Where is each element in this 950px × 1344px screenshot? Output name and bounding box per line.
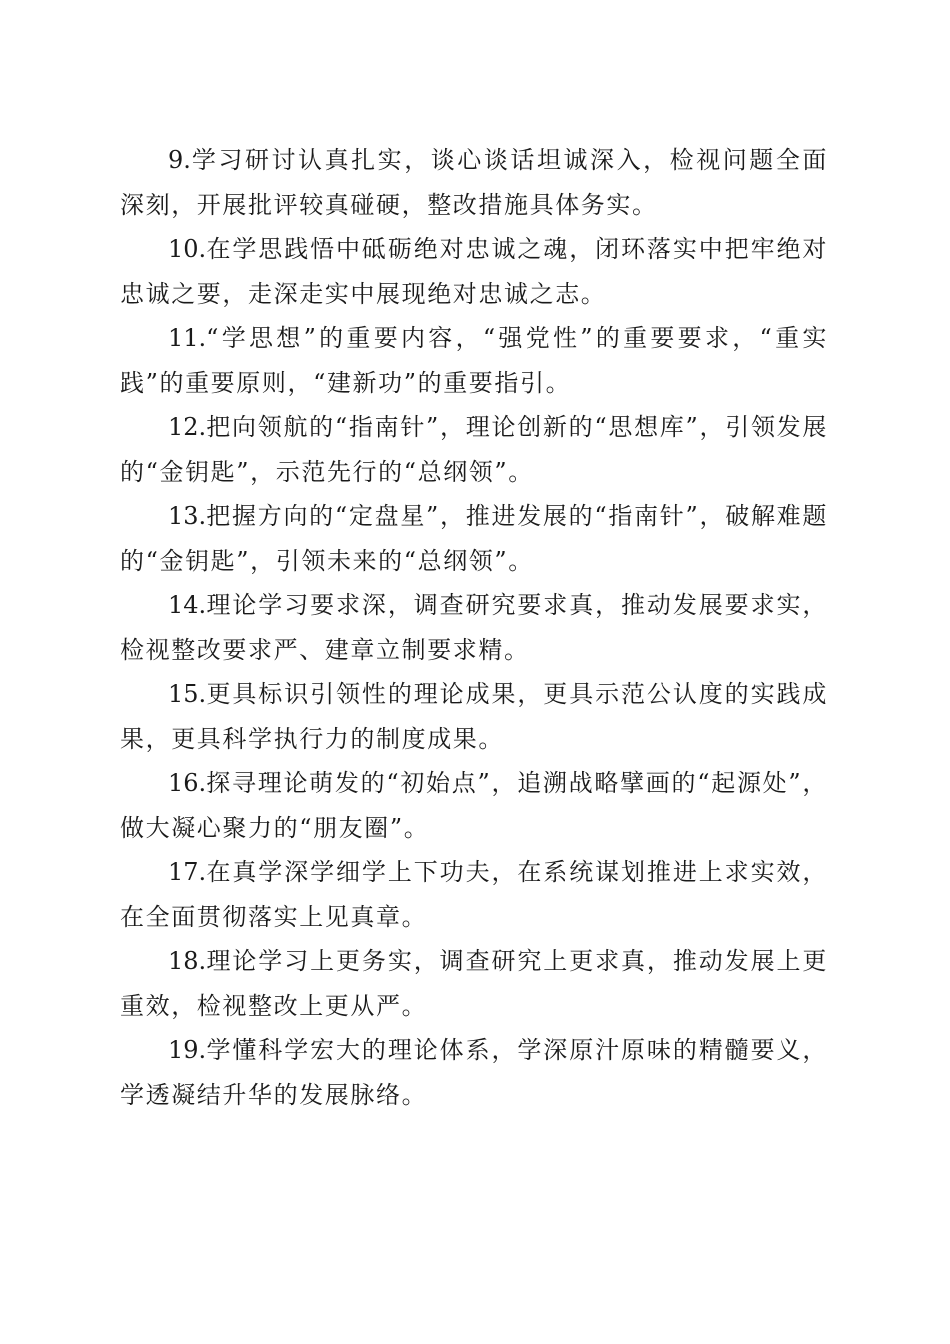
list-item [120, 1028, 828, 1117]
list-item [120, 672, 828, 761]
item-text: 学习研讨认真扎实，谈心谈话坦诚深入，检视问题全面深刻，开展批评较真碰硬，整改措施具体务实。 [120, 146, 828, 219]
item-text: 更具标识引领性的理论成果，更具示范公认度的实践成果，更具科学执行力的制度成果。 [120, 680, 828, 753]
item-number: 12. [168, 413, 207, 441]
item-text: 理论学习要求深，调查研究要求真，推动发展要求实，检视整改要求严、建章立制要求精。 [120, 591, 828, 664]
item-number: 15. [168, 680, 207, 708]
item-text: 探寻理论萌发的“初始点”，追溯战略擘画的“起源处”，做大凝心聚力的“朋友圈”。 [120, 769, 828, 842]
item-number: 13. [168, 502, 207, 530]
item-text: 在真学深学细学上下功夫，在系统谋划推进上求实效，在全面贯彻落实上见真章。 [120, 858, 828, 931]
list-item [120, 850, 828, 939]
item-text: 在学思践悟中砥砺绝对忠诚之魂，闭环落实中把牢绝对忠诚之要，走深走实中展现绝对忠诚之志。 [120, 235, 828, 308]
item-number: 18. [168, 947, 207, 975]
list-item [120, 405, 828, 494]
list-item [120, 494, 828, 583]
item-number: 11. [168, 324, 207, 352]
list-item [120, 583, 828, 672]
list-item [120, 227, 828, 316]
list-item [120, 316, 828, 405]
item-text: 把握方向的“定盘星”，推进发展的“指南针”，破解难题的“金钥匙”，引领未来的“总纲领”。 [120, 502, 828, 575]
list-item [120, 761, 828, 850]
item-text: 学懂科学宏大的理论体系，学深原汁原味的精髓要义，学透凝结升华的发展脉络。 [120, 1036, 828, 1109]
item-text: “学思想”的重要内容，“强党性”的重要要求，“重实践”的重要原则，“建新功”的重要指引。 [120, 324, 828, 397]
item-number: 17. [168, 858, 207, 886]
item-number: 19. [168, 1036, 207, 1064]
document-body [120, 138, 828, 1117]
list-item [120, 138, 828, 227]
item-number: 16. [168, 769, 207, 797]
item-text: 理论学习上更务实，调查研究上更求真，推动发展上更重效，检视整改上更从严。 [120, 947, 828, 1020]
item-number: 9. [168, 146, 191, 174]
list-item [120, 939, 828, 1028]
item-number: 14. [168, 591, 207, 619]
item-number: 10. [168, 235, 207, 263]
item-text: 把向领航的“指南针”，理论创新的“思想库”，引领发展的“金钥匙”，示范先行的“总纲领”。 [120, 413, 828, 486]
